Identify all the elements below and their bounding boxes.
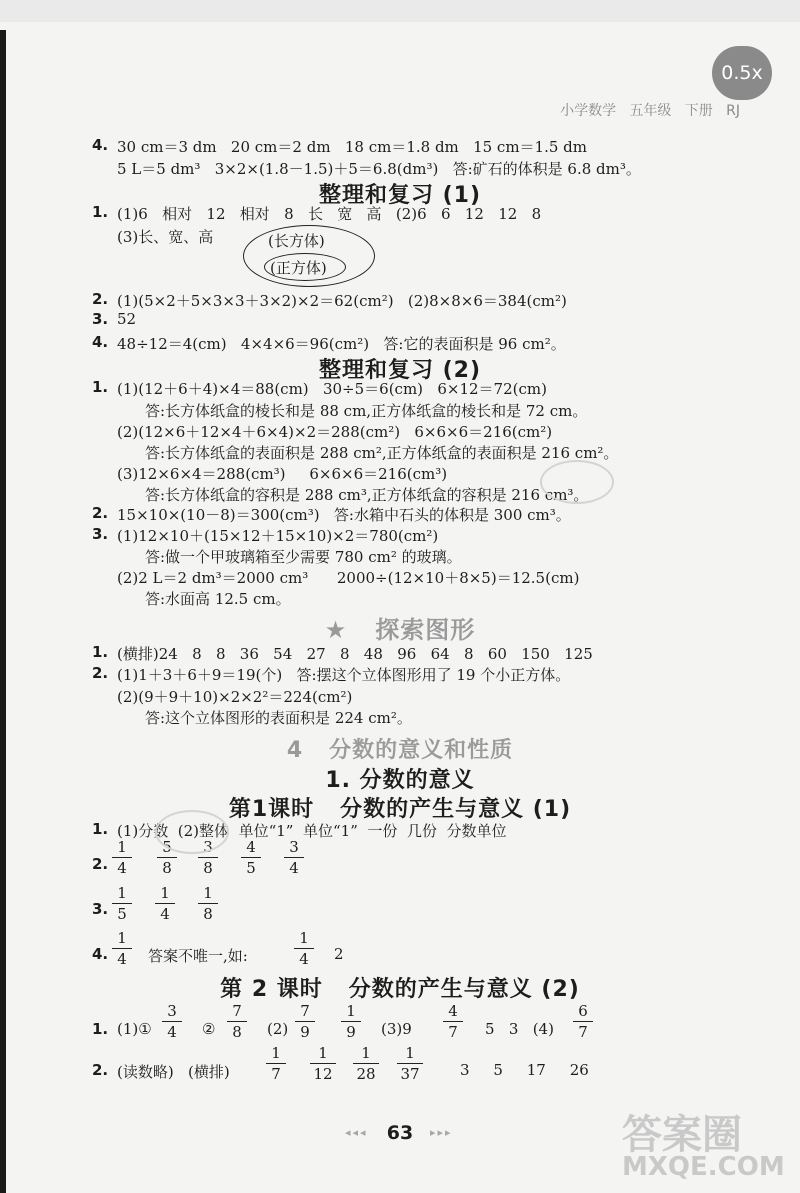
fraction [162,1002,182,1041]
fraction-bar [112,948,132,949]
answer-line: (3)长、宽、高 [117,228,214,246]
answer-text: 2 [334,945,344,963]
numerator: 3 [203,838,213,856]
fraction-bar [295,1021,315,1022]
numerator: 1 [117,929,127,947]
fraction-bar [112,903,132,904]
fraction-bar [573,1021,593,1022]
section-title: 整理和复习 (1) [318,183,482,208]
set-diagram-label: (长方体) [268,232,325,250]
fraction-bar [294,948,314,949]
denominator: 7 [578,1023,588,1041]
fraction [198,884,218,923]
denominator: 4 [117,950,127,968]
numerator: 1 [117,884,127,902]
denominator: 4 [167,1023,177,1041]
fraction [227,1002,247,1041]
fraction [112,929,132,968]
denominator: 4 [299,950,309,968]
numerator: 1 [346,1002,356,1020]
numerator: 1 [361,1044,371,1062]
section-title: ★ 探索图形 [324,616,476,644]
fraction [112,838,132,877]
book-header: 小学数学 五年级 下册 RJ [560,103,740,119]
numerator: 5 [162,838,172,856]
question-number: 2. [92,664,109,682]
answer-line: (3)12×6×4＝288(cm³) 6×6×6＝216(cm³) [117,465,448,483]
unit-title: 1. 分数的意义 [325,768,475,793]
question-number: 2. [92,504,109,522]
answer-line: 答:长方体纸盒的表面积是 288 cm²,正方体纸盒的表面积是 216 cm²。 [145,444,619,462]
answer-line: 52 [117,310,137,328]
answer-line: (2)(9＋9＋10)×2×2²＝224(cm²) [117,688,353,706]
question-number: 3. [92,310,109,328]
watermark-stamp [155,810,229,854]
numerator: 3 [289,838,299,856]
fraction-bar [198,857,218,858]
denominator: 7 [271,1065,281,1083]
denominator: 5 [117,905,127,923]
fraction [443,1002,463,1041]
numerator: 1 [299,929,309,947]
answer-line: 答:长方体纸盒的棱长和是 88 cm,正方体纸盒的棱长和是 72 cm。 [145,402,588,420]
question-number: 1. [92,643,109,661]
answer-line: (1)(5×2＋5×3×3＋3×2)×2＝62(cm²) (2)8×8×6＝384(cm²) [117,292,567,310]
denominator: 4 [160,905,170,923]
numerator: 7 [232,1002,242,1020]
watermark-stamp [540,460,614,504]
lesson-title: 第1课时 分数的产生与意义 (1) [228,797,572,822]
answer-line: 30 cm＝3 dm 20 cm＝2 dm 18 cm＝1.8 dm 15 cm＝1.5 dm [117,138,588,156]
numerator: 1 [117,838,127,856]
answer-text: (2) [267,1020,289,1038]
answer-text: 5 3 (4) [485,1020,554,1038]
denominator: 8 [162,859,172,877]
fraction-bar [112,857,132,858]
question-number: 2. [92,855,109,873]
denominator: 9 [346,1023,356,1041]
question-number: 3. [92,900,109,918]
fraction [310,1044,336,1083]
fraction [573,1002,593,1041]
denominator: 37 [400,1065,420,1083]
fraction-bar [341,1021,361,1022]
answer-text: (1)① [117,1020,152,1038]
answer-line: (2)2 L＝2 dm³＝2000 cm³ 2000÷(12×10＋8×5)＝12.5(cm) [117,569,580,587]
answer-line: (横排)24 8 8 36 54 27 8 48 96 64 8 60 150 125 [117,645,593,663]
fraction-bar [310,1063,336,1064]
numerator: 4 [448,1002,458,1020]
fraction-bar [241,857,261,858]
answer-line: 答:做一个甲玻璃箱至少需要 780 cm² 的玻璃。 [145,548,462,566]
answer-line: (1)6 相对 12 相对 8 长 宽 高 (2)6 6 12 12 8 [117,205,542,223]
denominator: 8 [232,1023,242,1041]
numerator: 1 [405,1044,415,1062]
answer-text: (3)9 [381,1020,412,1038]
question-number: 1. [92,378,109,396]
denominator: 28 [356,1065,376,1083]
question-number: 3. [92,525,109,543]
answer-line: (1)12×10＋(15×12＋15×10)×2＝780(cm²) [117,527,439,545]
answer-text: ② [202,1020,216,1038]
watermark-logo: 答案圈 [622,1112,742,1158]
question-number: 2. [92,290,109,308]
denominator: 9 [300,1023,310,1041]
answer-text: (读数略) (横排) [117,1063,230,1081]
fraction-bar [162,1021,182,1022]
answer-line: 答:水面高 12.5 cm。 [145,590,291,608]
fraction [266,1044,286,1083]
fraction [112,884,132,923]
zoom-badge[interactable]: 0.5x [712,46,772,100]
fraction [341,1002,361,1041]
question-number: 1. [92,203,109,221]
numerator: 6 [578,1002,588,1020]
next-page-arrows[interactable]: ▸▸▸ [430,1126,453,1139]
question-number: 4. [92,945,109,963]
denominator: 5 [246,859,256,877]
question-number: 1. [92,1020,109,1038]
denominator: 12 [313,1065,333,1083]
fraction-bar [284,857,304,858]
denominator: 4 [289,859,299,877]
answer-line: 5 L＝5 dm³ 3×2×(1.8－1.5)＋5＝6.8(dm³) 答:矿石的体积是 6.8 dm³。 [117,160,641,178]
fraction-bar [155,903,175,904]
watermark-url: MXQE.COM [622,1152,785,1182]
fraction [294,929,314,968]
denominator: 8 [203,905,213,923]
numerator: 3 [167,1002,177,1020]
numerator: 1 [318,1044,328,1062]
lesson-title: 第 2 课时 分数的产生与意义 (2) [220,977,580,1002]
fraction-bar [266,1063,286,1064]
page-number: 63 [386,1122,414,1144]
section-title: 整理和复习 (2) [318,358,482,383]
answer-text: 3 5 17 26 [460,1061,589,1079]
numerator: 1 [271,1044,281,1062]
fraction [353,1044,379,1083]
answer-line: (2)(12×6＋12×4＋6×4)×2＝288(cm²) 6×6×6＝216(cm²) [117,423,553,441]
answer-line: (1)分数 (2)整体 单位“1” 单位“1” 一份 几份 分数单位 [117,822,507,840]
answer-line: 答:长方体纸盒的容积是 288 cm³,正方体纸盒的容积是 216 cm³。 [145,486,589,504]
answer-line: (1)(12＋6＋4)×4＝88(cm) 30÷5＝6(cm) 6×12＝72(cm) [117,380,547,398]
question-number: 4. [92,136,109,154]
fraction-bar [227,1021,247,1022]
fraction [295,1002,315,1041]
answer-line: (1)1＋3＋6＋9＝19(个) 答:摆这个立体图形用了 19 个小正方体。 [117,666,571,684]
fraction-bar [157,857,177,858]
denominator: 7 [448,1023,458,1041]
chapter-title: 4 分数的意义和性质 [286,738,514,763]
question-number: 2. [92,1061,109,1079]
prev-page-arrows[interactable]: ◂◂◂ [345,1126,368,1139]
denominator: 4 [117,859,127,877]
fraction [155,884,175,923]
answer-line: 答:这个立体图形的表面积是 224 cm²。 [145,709,412,727]
set-diagram-label: (正方体) [270,259,327,277]
answer-line: 48÷12＝4(cm) 4×4×6＝96(cm²) 答:它的表面积是 96 cm²。 [117,335,566,353]
fraction-bar [353,1063,379,1064]
answer-line: 15×10×(10－8)＝300(cm³) 答:水箱中石头的体积是 300 cm³。 [117,506,571,524]
question-number: 4. [92,333,109,351]
fraction [241,838,261,877]
fraction [284,838,304,877]
answer-text: 答案不唯一,如: [148,947,248,965]
fraction-bar [443,1021,463,1022]
top-strip [0,0,800,22]
fraction-bar [397,1063,423,1064]
fraction-bar [198,903,218,904]
numerator: 4 [246,838,256,856]
numerator: 7 [300,1002,310,1020]
numerator: 1 [203,884,213,902]
fraction [397,1044,423,1083]
question-number: 1. [92,820,109,838]
denominator: 8 [203,859,213,877]
numerator: 1 [160,884,170,902]
